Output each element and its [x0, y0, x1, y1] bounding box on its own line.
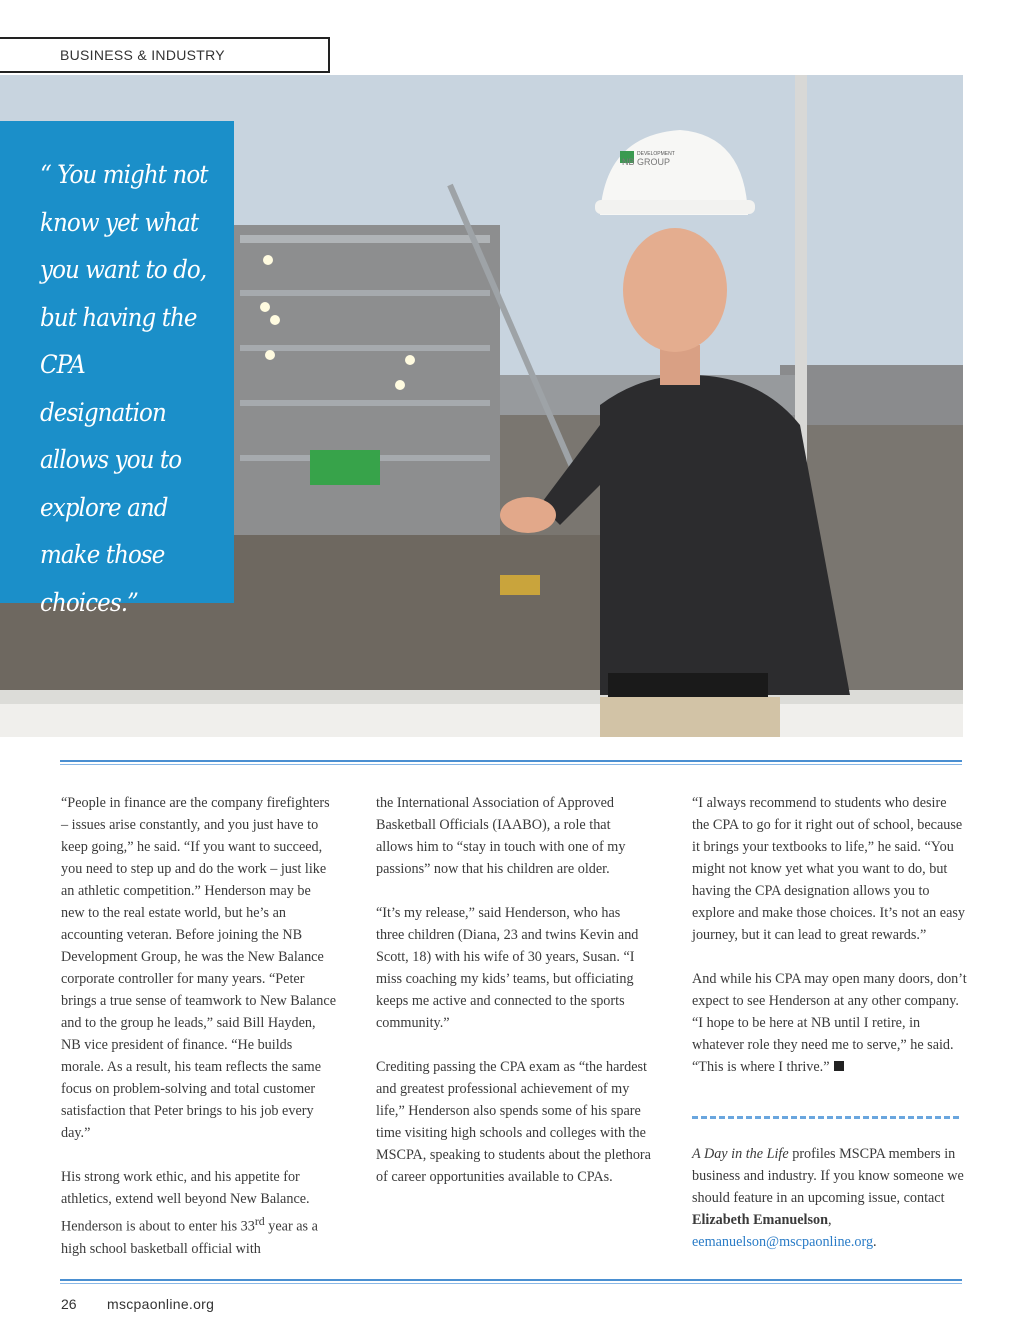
footer-url[interactable]: mscpaonline.org	[107, 1296, 215, 1312]
contact-name: Elizabeth Emanuelson	[692, 1212, 828, 1228]
page-number: 26	[61, 1296, 77, 1312]
column-3	[692, 792, 967, 1100]
sidebar-series-title: A Day in the Life	[692, 1146, 789, 1162]
paragraph	[61, 1166, 336, 1260]
paragraph: Crediting passing the CPA exam as “the hardest and greatest professional achievement of my life,” Henderson also spends some of his spare time visiting high schools and colleges with the MSCPA, speaking to students about the plethora of career opportunities available to CPAs.	[376, 1059, 651, 1185]
sidebar-text: profiles MSCPA members in business and industry. If you know someone we should feature in an upcoming issue, contact	[692, 1146, 964, 1206]
paragraph-text: His strong work ethic, and his appetite for athletics, extend well beyond New Balance. Henderson is about to enter his 33	[61, 1169, 310, 1235]
contact-email-link[interactable]: eemanuelson@mscpaonline.org	[692, 1234, 874, 1250]
superscript: rd	[254, 1214, 265, 1228]
sidebar-note	[692, 1143, 967, 1275]
sidebar-divider	[692, 1116, 962, 1119]
paragraph: “I always recommend to students who desire the CPA to go for it right out of school, because it brings your textbooks to life,” he said. “You might not know yet what you want to do, but having the CPA designation allows you to explore and make those choices. It’s not an easy journey, but it can lead to great rewards.”	[692, 795, 966, 943]
end-mark-icon	[834, 1061, 844, 1071]
top-rule	[60, 760, 962, 766]
column-1	[61, 792, 336, 1282]
pull-quote-box	[0, 121, 234, 617]
section-label: BUSINESS & INDUSTRY	[60, 47, 225, 63]
sidebar-paragraph	[692, 1143, 967, 1253]
paragraph-text: year as a high school basketball official with	[61, 1218, 318, 1257]
paragraph: “People in finance are the company firefighters – issues arise constantly, and you just have to keep going,” he said. “If you want to succeed, you need to step up and do the work – just like an athletic competition.” Henderson may be new to the real estate world, but he’s an accounting veteran. Before joining the NB Development Group, he was the New Balance corporate controller for many years. “Peter brings a true sense of teamwork to New Balance and to the group he leads,” said Bill Hayden, NB vice president of finance. “He builds morale. As a result, his team reflects the same focus on problem-solving and total customer satisfaction that Peter brings to his job every day.”	[61, 795, 336, 1141]
punctuation: .	[873, 1234, 877, 1250]
helmet-logo-line1: DEVELOPMENT	[637, 151, 675, 157]
paragraph: the International Association of Approved Basketball Officials (IAABO), a role that allows him to “stay in touch with one of my passions” now that his children are older.	[376, 795, 626, 877]
bottom-rule	[60, 1279, 962, 1285]
paragraph	[692, 968, 967, 1078]
punctuation: ,	[828, 1212, 832, 1228]
helmet-logo-line2: NB GROUP	[622, 157, 671, 167]
column-2	[376, 792, 651, 1210]
paragraph-text: And while his CPA may open many doors, don’t expect to see Henderson at any other company. “I hope to be here at NB until I retire, in whatever role they need me to serve,” he said. “This is where I thrive.”	[692, 971, 967, 1075]
section-tab	[0, 37, 330, 73]
pull-quote: “ You might not know yet what you want to do, but having the CPA designation allows you to explore and make those choices.”	[40, 160, 208, 617]
paragraph: “It’s my release,” said Henderson, who has three children (Diana, 23 and twins Kevin and Scott, 18) with his wife of 30 years, Susan. “I miss coaching my kids’ teams, but officiating keeps me active and connected to the sports community.”	[376, 905, 639, 1031]
